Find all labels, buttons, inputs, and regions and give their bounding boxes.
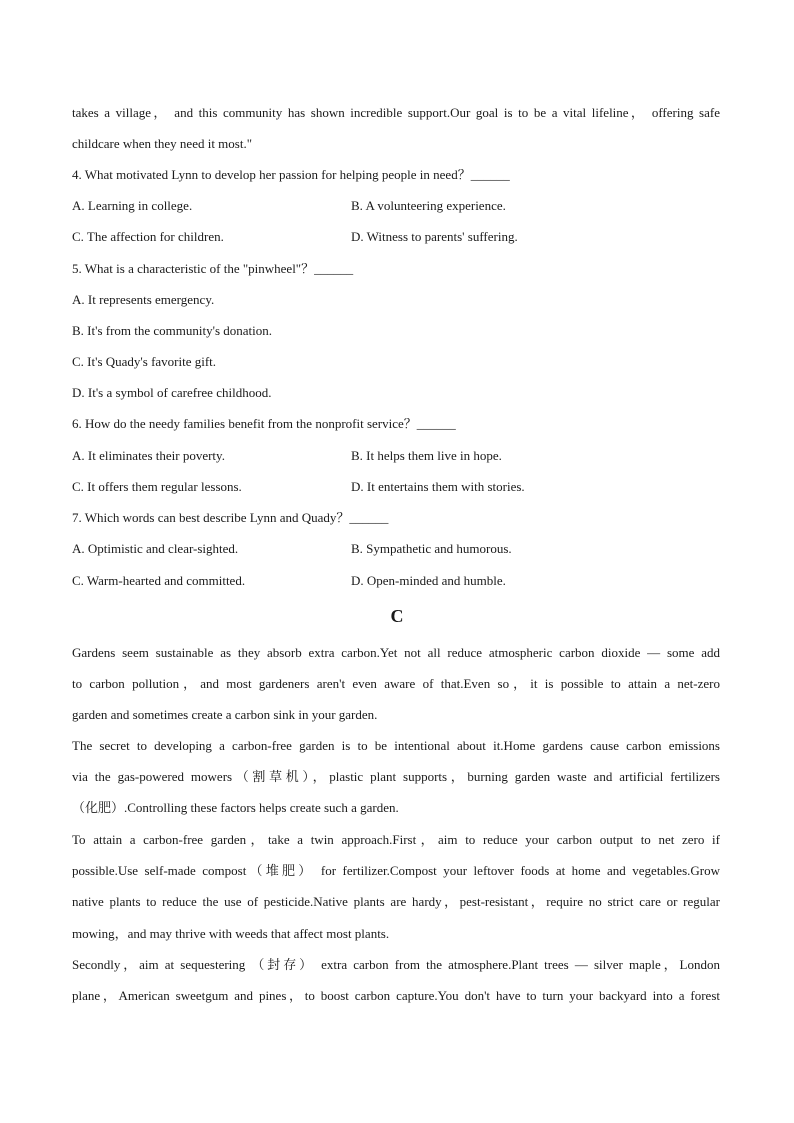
question-4-option-a: A. Learning in college. [72,198,193,213]
section-c-line-2: to carbon pollution，and most gardeners aren't even aware of that.Even so，it is possible to attain a net-zero [72,676,720,691]
section-c-line-5: via the gas-powered mowers（割草机），plastic plant supports，burning garden waste and artificial fertilizers [72,769,720,784]
question-6-option-c: C. It offers them regular lessons. [72,479,242,494]
section-c-line-1: Gardens seem sustainable as they absorb extra carbon.Yet not all reduce atmospheric carbon dioxide — some add [72,645,720,660]
question-6-option-a: A. It eliminates their poverty. [72,448,225,463]
question-4-option-b: B. A volunteering experience. [351,198,506,213]
section-c-line-12: plane，American sweetgum and pines，to boost carbon capture.You don't have to turn your backyard into a forest [72,988,720,1003]
question-6-option-d: D. It entertains them with stories. [351,479,525,494]
passage-b-line-2: childcare when they need it most." [72,136,253,151]
question-7-stem: 7. Which words can best describe Lynn and Quady？______ [72,510,389,525]
question-4-option-d: D. Witness to parents' suffering. [351,229,518,244]
question-4-option-c: C. The affection for children. [72,229,224,244]
question-6-stem: 6. How do the needy families benefit from the nonprofit service？______ [72,416,456,431]
question-5-option-b: B. It's from the community's donation. [72,323,273,338]
section-c-line-11: Secondly，aim at sequestering （封存） extra carbon from the atmosphere.Plant trees — silver maple，London [72,957,720,972]
question-7-option-a: A. Optimistic and clear-sighted. [72,541,239,556]
question-5-option-c: C. It's Quady's favorite gift. [72,354,217,369]
question-5-option-d: D. It's a symbol of carefree childhood. [72,385,272,400]
question-7-option-c: C. Warm-hearted and committed. [72,573,246,588]
section-c-line-8: possible.Use self-made compost（堆肥） for fertilizer.Compost your leftover foods at home and vegetables.Grow [72,863,720,878]
section-c-line-9: native plants to reduce the use of pesticide.Native plants are hardy，pest-resistant，require no strict care or regular [72,894,720,909]
passage-b-line-1: takes a village， and this community has shown incredible support.Our goal is to be a vital lifeline， offering safe [72,105,720,120]
question-6-option-b: B. It helps them live in hope. [351,448,502,463]
question-7-option-b: B. Sympathetic and humorous. [351,541,512,556]
section-c-line-6: （化肥）.Controlling these factors helps create such a garden. [72,800,399,815]
section-c-line-4: The secret to developing a carbon-free garden is to be intentional about it.Home gardens cause carbon emissions [72,738,720,753]
section-c-line-7: To attain a carbon-free garden，take a twin approach.First，aim to reduce your carbon output to net zero if [72,832,720,847]
question-5-stem: 5. What is a characteristic of the "pinwheel"？______ [72,261,354,276]
section-c-line-10: mowing，and may thrive with weeds that affect most plants. [72,926,390,941]
section-c-line-3: garden and sometimes create a carbon sink in your garden. [72,707,378,722]
question-4-stem: 4. What motivated Lynn to develop her passion for helping people in need？______ [72,167,510,182]
section-c-heading: C [390,606,404,626]
question-5-option-a: A. It represents emergency. [72,292,215,307]
question-7-option-d: D. Open-minded and humble. [351,573,506,588]
